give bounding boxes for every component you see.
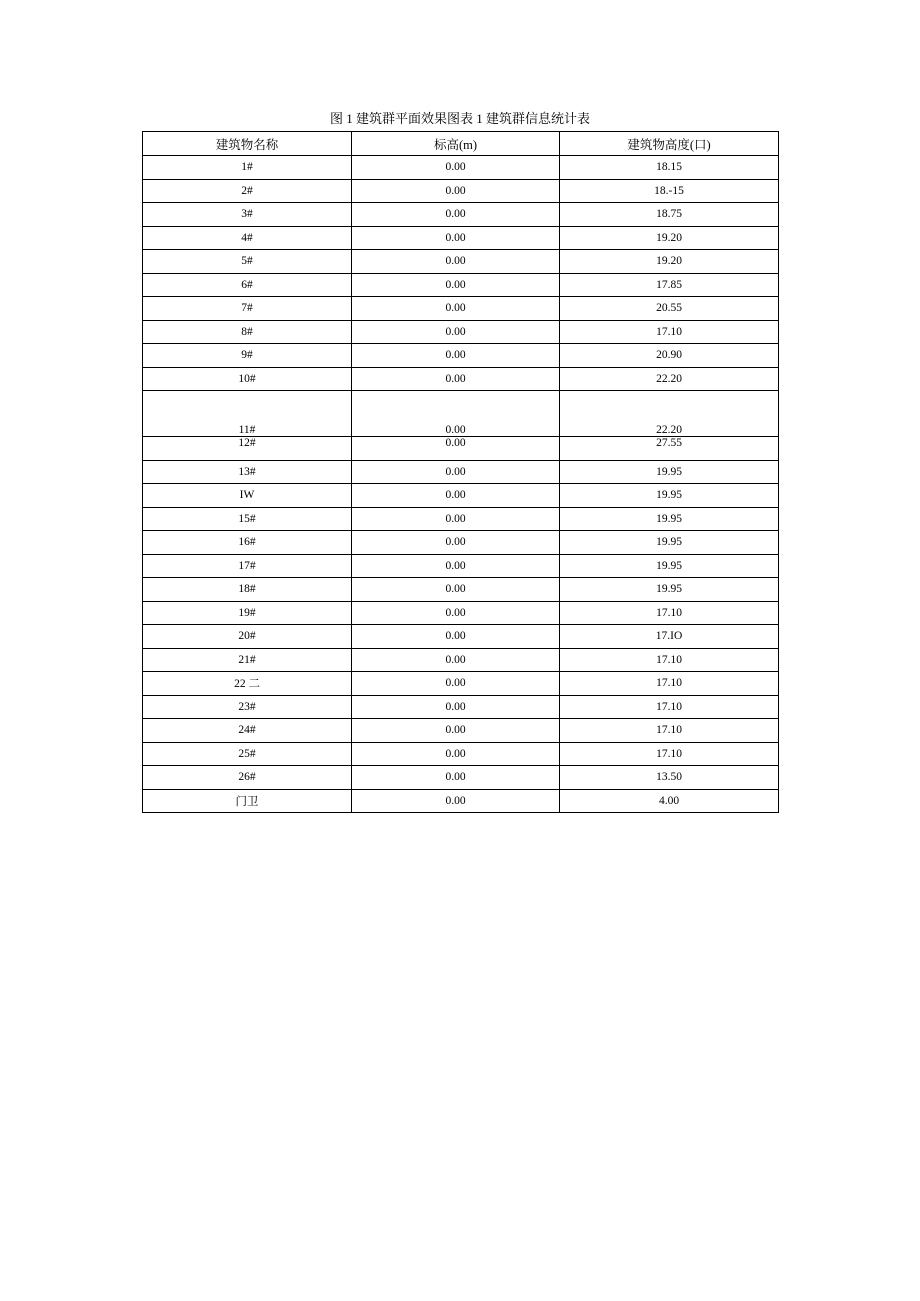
cell-elevation: 0.00	[352, 484, 560, 508]
cell-elevation: 0.00	[352, 391, 560, 437]
table-row	[143, 695, 779, 719]
cell-elevation: 0.00	[352, 789, 560, 813]
table-caption: 图 1 建筑群平面效果图表 1 建筑群信息统计表	[329, 111, 590, 126]
cell-building-name: 23#	[143, 695, 352, 719]
cell-building-height: 19.95	[560, 460, 779, 484]
cell-building-height: 18.15	[560, 156, 779, 180]
cell-elevation: 0.00	[352, 695, 560, 719]
cell-building-name: 25#	[143, 742, 352, 766]
table-row	[143, 226, 779, 250]
cell-building-height: 17.10	[560, 719, 779, 743]
cell-elevation: 0.00	[352, 179, 560, 203]
table-row	[143, 578, 779, 602]
cell-building-name: 1#	[143, 156, 352, 180]
table-row	[143, 344, 779, 368]
cell-elevation: 0.00	[352, 367, 560, 391]
cell-building-height: 17.10	[560, 695, 779, 719]
cell-elevation: 0.00	[352, 625, 560, 649]
cell-building-name: 7#	[143, 297, 352, 321]
cell-building-name: IW	[143, 484, 352, 508]
cell-building-height: 17.10	[560, 320, 779, 344]
cell-building-height: 19.20	[560, 226, 779, 250]
table-row	[143, 648, 779, 672]
cell-building-height: 19.95	[560, 507, 779, 531]
cell-building-height: 27.55	[560, 437, 779, 461]
table-row	[143, 156, 779, 180]
table-row	[143, 789, 779, 813]
cell-elevation: 0.00	[352, 460, 560, 484]
cell-elevation: 0.00	[352, 601, 560, 625]
table-row	[143, 391, 779, 437]
cell-building-height: 17.10	[560, 742, 779, 766]
table-row	[143, 203, 779, 227]
table-row	[143, 531, 779, 555]
cell-building-name: 8#	[143, 320, 352, 344]
header-building-name: 建筑物名称	[143, 132, 352, 156]
cell-elevation: 0.00	[352, 273, 560, 297]
table-row	[143, 507, 779, 531]
cell-building-height: 20.90	[560, 344, 779, 368]
cell-building-name: 5#	[143, 250, 352, 274]
cell-building-name: 11#	[143, 391, 352, 437]
cell-building-name: 22 二	[143, 672, 352, 696]
cell-elevation: 0.00	[352, 320, 560, 344]
cell-building-name: 17#	[143, 554, 352, 578]
cell-building-height: 19.95	[560, 578, 779, 602]
cell-building-height: 17.10	[560, 648, 779, 672]
cell-building-height: 22.20	[560, 391, 779, 437]
cell-building-name: 6#	[143, 273, 352, 297]
cell-building-name: 18#	[143, 578, 352, 602]
cell-building-name: 门卫	[143, 789, 352, 813]
cell-building-height: 20.55	[560, 297, 779, 321]
cell-elevation: 0.00	[352, 766, 560, 790]
cell-elevation: 0.00	[352, 672, 560, 696]
cell-elevation: 0.00	[352, 554, 560, 578]
cell-building-height: 18.75	[560, 203, 779, 227]
table-row	[143, 742, 779, 766]
cell-building-height: 19.20	[560, 250, 779, 274]
cell-building-height: 17.IO	[560, 625, 779, 649]
table-row	[143, 601, 779, 625]
cell-elevation: 0.00	[352, 742, 560, 766]
cell-elevation: 0.00	[352, 250, 560, 274]
cell-building-name: 13#	[143, 460, 352, 484]
cell-building-name: 10#	[143, 367, 352, 391]
table-row	[143, 460, 779, 484]
cell-elevation: 0.00	[352, 437, 560, 461]
cell-building-name: 21#	[143, 648, 352, 672]
cell-building-name: 2#	[143, 179, 352, 203]
header-building-height: 建筑物高度(口)	[560, 132, 779, 156]
table-row	[143, 484, 779, 508]
cell-building-name: 19#	[143, 601, 352, 625]
table-row	[143, 367, 779, 391]
table-row	[143, 625, 779, 649]
cell-elevation: 0.00	[352, 578, 560, 602]
cell-building-name: 4#	[143, 226, 352, 250]
table-row	[143, 179, 779, 203]
table-row	[143, 766, 779, 790]
cell-building-height: 18.-15	[560, 179, 779, 203]
cell-building-name: 3#	[143, 203, 352, 227]
cell-elevation: 0.00	[352, 226, 560, 250]
cell-elevation: 0.00	[352, 203, 560, 227]
cell-elevation: 0.00	[352, 507, 560, 531]
cell-elevation: 0.00	[352, 531, 560, 555]
table-row	[143, 437, 779, 461]
cell-building-height: 19.95	[560, 531, 779, 555]
table-row	[143, 719, 779, 743]
cell-building-name: 15#	[143, 507, 352, 531]
table-row	[143, 320, 779, 344]
cell-building-height: 17.10	[560, 601, 779, 625]
cell-building-name: 26#	[143, 766, 352, 790]
table-row	[143, 273, 779, 297]
table-row	[143, 297, 779, 321]
table-row	[143, 554, 779, 578]
cell-elevation: 0.00	[352, 297, 560, 321]
cell-elevation: 0.00	[352, 344, 560, 368]
cell-elevation: 0.00	[352, 156, 560, 180]
cell-building-height: 17.85	[560, 273, 779, 297]
table-row	[143, 672, 779, 696]
header-elevation: 标高(m)	[352, 132, 560, 156]
cell-building-height: 4.00	[560, 789, 779, 813]
cell-building-name: 9#	[143, 344, 352, 368]
cell-building-height: 22.20	[560, 367, 779, 391]
cell-building-name: 12#	[143, 437, 352, 461]
cell-building-height: 19.95	[560, 554, 779, 578]
cell-building-name: 16#	[143, 531, 352, 555]
cell-building-height: 19.95	[560, 484, 779, 508]
cell-building-name: 20#	[143, 625, 352, 649]
cell-building-height: 17.10	[560, 672, 779, 696]
cell-elevation: 0.00	[352, 719, 560, 743]
cell-building-height: 13.50	[560, 766, 779, 790]
cell-building-name: 24#	[143, 719, 352, 743]
cell-elevation: 0.00	[352, 648, 560, 672]
table-header-row	[143, 132, 779, 156]
table-row	[143, 250, 779, 274]
building-info-table	[142, 131, 779, 813]
